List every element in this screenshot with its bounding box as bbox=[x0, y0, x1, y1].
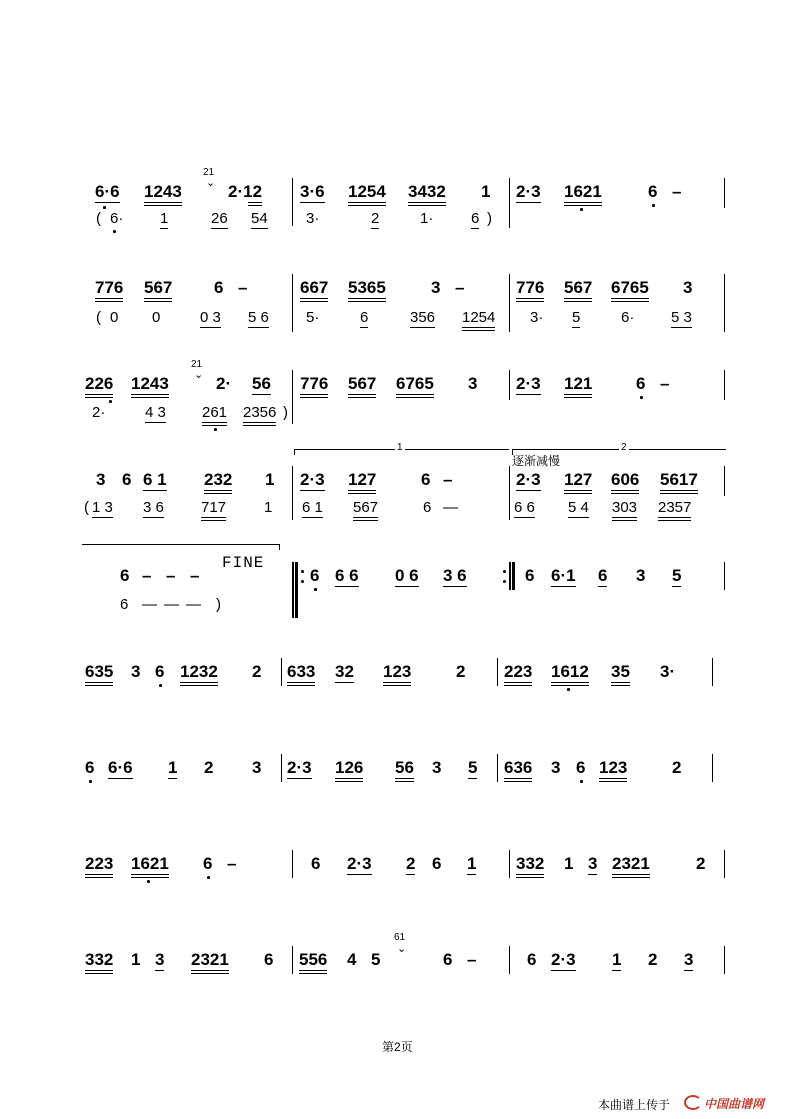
note-group: 1621 bbox=[564, 182, 602, 202]
barline bbox=[509, 946, 510, 974]
dash: – bbox=[166, 566, 176, 585]
note-group: 6765 bbox=[396, 374, 434, 394]
note-group: 3 bbox=[588, 854, 598, 873]
accomp-note: 5 bbox=[572, 309, 581, 326]
note: 3· bbox=[660, 662, 676, 681]
note: 1 bbox=[131, 950, 141, 969]
accomp-note: 261 bbox=[202, 404, 227, 421]
accomp-note: 6 bbox=[423, 499, 432, 516]
barline bbox=[724, 466, 725, 496]
note: 6 bbox=[576, 758, 585, 778]
note-group: 2·3 bbox=[516, 470, 541, 489]
barline bbox=[724, 178, 725, 208]
accomp-note: 1 bbox=[160, 210, 169, 227]
dash: – bbox=[467, 950, 477, 969]
note-group: 123 bbox=[383, 662, 411, 682]
note-group: 6765 bbox=[611, 278, 649, 298]
note-group: 2321 bbox=[612, 854, 650, 874]
barline bbox=[724, 946, 725, 974]
note-group: 6 1 bbox=[143, 470, 167, 489]
dash: – bbox=[455, 278, 465, 297]
note: 6 bbox=[203, 854, 212, 874]
accomp-open-paren: ( bbox=[96, 309, 101, 326]
note-group: 32 bbox=[335, 662, 354, 681]
note: 6 bbox=[636, 374, 645, 394]
note: 2 bbox=[696, 854, 706, 873]
note-group: 2·3 bbox=[300, 470, 325, 489]
note-group: 223 bbox=[504, 662, 532, 682]
note-group: 332 bbox=[85, 950, 113, 970]
note: 2· bbox=[216, 374, 232, 393]
note-group: 121 bbox=[564, 374, 592, 394]
fine-marking: FINE bbox=[222, 554, 265, 572]
note-group: 5 bbox=[468, 758, 478, 777]
dash: – bbox=[672, 182, 682, 201]
note-group: 636 bbox=[504, 758, 532, 778]
barline bbox=[292, 370, 293, 424]
barline bbox=[509, 214, 510, 228]
barline bbox=[497, 754, 498, 782]
accomp-note: 1 bbox=[264, 499, 273, 516]
note: 6 bbox=[311, 854, 321, 873]
accomp-note: 0 bbox=[152, 309, 161, 326]
accomp-note: 6 6 bbox=[514, 499, 535, 516]
note-group: 3·6 bbox=[300, 182, 325, 201]
accomp-note: 3· bbox=[530, 309, 544, 326]
repeat-end-thin-bar bbox=[509, 562, 511, 590]
note-group: 2·3 bbox=[551, 950, 576, 969]
note: 6 bbox=[214, 278, 224, 297]
note-group: 56 bbox=[395, 758, 414, 778]
note: 6 bbox=[122, 470, 132, 489]
barline bbox=[292, 946, 293, 974]
note: 6 bbox=[85, 758, 94, 778]
note-group: 2·3 bbox=[516, 182, 541, 201]
accomp-note: 3 6 bbox=[143, 499, 164, 516]
note-group: 332 bbox=[516, 854, 544, 874]
accomp-open-paren: ( bbox=[84, 499, 89, 516]
accomp-note: 26 bbox=[211, 210, 228, 227]
accomp-note: 567 bbox=[353, 499, 378, 516]
note-group: 2321 bbox=[191, 950, 229, 970]
accomp-note: 54 bbox=[251, 210, 268, 227]
dash: – bbox=[190, 566, 200, 585]
barline bbox=[509, 370, 510, 400]
barline bbox=[292, 274, 293, 332]
accomp-dash: — bbox=[443, 499, 458, 516]
note: 4 bbox=[347, 950, 357, 969]
barline bbox=[724, 850, 725, 878]
note: 3 bbox=[252, 758, 262, 777]
note-group: 6 bbox=[598, 566, 608, 585]
accomp-note: 4 3 bbox=[145, 404, 166, 421]
note: 2 bbox=[252, 662, 262, 681]
accomp-dash: — bbox=[186, 596, 201, 613]
accomp-close-paren: ) bbox=[216, 596, 221, 613]
note-group: 2 bbox=[406, 854, 416, 873]
note-group: 126 bbox=[335, 758, 363, 778]
note-group: 6 6 bbox=[335, 566, 359, 585]
note: 6 bbox=[421, 470, 431, 489]
note: 6 bbox=[432, 854, 442, 873]
barline bbox=[724, 562, 725, 590]
note: 3 bbox=[432, 758, 442, 777]
note-group: 1232 bbox=[180, 662, 218, 682]
grace-tie-icon: ⌄ bbox=[194, 369, 204, 381]
note-group: 776 bbox=[300, 374, 328, 394]
note-group: 556 bbox=[299, 950, 327, 970]
note: 6 bbox=[310, 566, 319, 586]
accomp-dash: — bbox=[142, 596, 157, 613]
accomp-note: 6 1 bbox=[302, 499, 323, 516]
note-group: 0 6 bbox=[395, 566, 419, 585]
note: 1 bbox=[564, 854, 574, 873]
grace-note: 21 bbox=[203, 167, 215, 178]
note-group: 1243 bbox=[144, 182, 182, 202]
note-group: 567 bbox=[348, 374, 376, 394]
note: 1 bbox=[481, 182, 491, 201]
note-group: 127 bbox=[348, 470, 376, 490]
repeat-start-thin-bar bbox=[292, 562, 294, 618]
barline bbox=[497, 658, 498, 686]
note-group: 127 bbox=[564, 470, 592, 490]
accomp-note: 1 3 bbox=[92, 499, 113, 516]
accomp-note: 0 bbox=[110, 309, 119, 326]
page-number: 第2页 bbox=[382, 1040, 413, 1054]
note-group: 3 6 bbox=[443, 566, 467, 585]
accomp-dash: — bbox=[164, 596, 179, 613]
note-group: 1243 bbox=[131, 374, 169, 394]
note: 5 bbox=[371, 950, 381, 969]
note: 3 bbox=[683, 278, 693, 297]
barline bbox=[509, 274, 510, 332]
grace-note: 61 bbox=[394, 932, 406, 943]
accomp-note: 6· bbox=[621, 309, 635, 326]
accomp-close-paren: ) bbox=[487, 210, 492, 227]
barline bbox=[292, 850, 293, 878]
note: 6 bbox=[443, 950, 453, 969]
note-group: 635 bbox=[85, 662, 113, 682]
repeat-end-thick-bar bbox=[512, 562, 515, 590]
note-group: 633 bbox=[287, 662, 315, 682]
accomp-note: 1254 bbox=[462, 309, 495, 326]
note-group: 5 bbox=[672, 566, 682, 585]
note-group: 1254 bbox=[348, 182, 386, 202]
accomp-open-paren: ( bbox=[96, 210, 101, 227]
dash: – bbox=[238, 278, 248, 297]
note-group: 3 bbox=[684, 950, 694, 969]
repeat-start-thick-bar bbox=[295, 562, 298, 618]
logo-icon bbox=[684, 1095, 702, 1110]
note-group: 567 bbox=[144, 278, 172, 298]
site-name: 中国曲谱网 bbox=[704, 1097, 765, 1111]
grace-tie-icon: ⌄ bbox=[397, 943, 407, 955]
accomp-note: 356 bbox=[410, 309, 436, 326]
barline bbox=[292, 178, 293, 226]
note-group: 226 bbox=[85, 374, 113, 394]
accomp-note: 6 bbox=[120, 596, 129, 613]
note-group: 2·3 bbox=[516, 374, 541, 393]
accomp-note: 2356 bbox=[243, 404, 276, 421]
accomp-close-paren: ) bbox=[283, 404, 288, 421]
accomp-note: 0 3 bbox=[200, 309, 221, 326]
barline bbox=[509, 850, 510, 878]
ending-bracket-continued bbox=[82, 544, 280, 545]
note: 2 bbox=[456, 662, 466, 681]
barline bbox=[292, 466, 293, 520]
note-group: 606 bbox=[611, 470, 639, 490]
barline bbox=[509, 466, 510, 520]
dash: – bbox=[142, 566, 152, 585]
note: 6 bbox=[155, 662, 164, 682]
accomp-note: 1· bbox=[420, 210, 434, 227]
accomp-note: 5 3 bbox=[671, 309, 692, 326]
barline bbox=[712, 658, 713, 686]
note-group: 1 bbox=[168, 758, 178, 777]
note-group: 5365 bbox=[348, 278, 386, 298]
ending-number-2: 2 bbox=[621, 442, 627, 453]
note: 3 bbox=[468, 374, 478, 393]
tempo-marking: 逐渐减慢 bbox=[512, 454, 561, 468]
note: 3 bbox=[636, 566, 646, 585]
note-group: 776 bbox=[516, 278, 544, 298]
note: 6 bbox=[525, 566, 535, 585]
ending-number-1: 1 bbox=[397, 442, 403, 453]
note-group: 1 bbox=[467, 854, 477, 873]
barline bbox=[724, 274, 725, 332]
accomp-note: 6· bbox=[110, 210, 123, 227]
accomp-note: 5 6 bbox=[248, 309, 269, 326]
note-group: 3432 bbox=[408, 182, 446, 202]
note: 3 bbox=[431, 278, 441, 297]
note-group: 232 bbox=[204, 470, 232, 490]
note-group: 2·3 bbox=[347, 854, 372, 873]
accomp-note: 2 bbox=[371, 210, 380, 227]
accomp-note: 6 bbox=[360, 309, 369, 326]
note: 2 bbox=[204, 758, 214, 777]
note-group: 6·1 bbox=[551, 566, 576, 585]
note-group: 567 bbox=[564, 278, 592, 298]
note: 1 bbox=[265, 470, 275, 489]
note: 3 bbox=[551, 758, 561, 777]
barline bbox=[712, 754, 713, 782]
note-group: 223 bbox=[85, 854, 113, 874]
note-group: 1621 bbox=[131, 854, 169, 874]
note-group: 1 bbox=[612, 950, 622, 969]
note-group: 56 bbox=[252, 374, 271, 393]
note-group: 123 bbox=[599, 758, 627, 778]
note-group: 2·3 bbox=[287, 758, 312, 777]
site-logo[interactable] bbox=[684, 1095, 764, 1112]
dash: – bbox=[660, 374, 670, 393]
dash: – bbox=[443, 470, 453, 489]
note: 6 bbox=[648, 182, 657, 202]
accomp-note: 2357 bbox=[658, 499, 691, 516]
note-group: 6·6 bbox=[108, 758, 133, 777]
dash: – bbox=[227, 854, 237, 873]
upload-note: 本曲谱上传于 bbox=[598, 1098, 671, 1112]
barline bbox=[724, 370, 725, 400]
note: 3 bbox=[96, 470, 106, 489]
note: 2 bbox=[672, 758, 682, 777]
barline bbox=[281, 754, 282, 782]
note-group: 667 bbox=[300, 278, 328, 298]
note-group: 2·12 bbox=[228, 182, 262, 202]
note-group: 1612 bbox=[551, 662, 589, 682]
grace-note: 21 bbox=[191, 359, 203, 370]
note: 6 bbox=[264, 950, 274, 969]
note-group: 6·6 bbox=[95, 182, 120, 202]
note-group: 35 bbox=[611, 662, 630, 682]
note-group: 5617 bbox=[660, 470, 698, 490]
accomp-note: 5 4 bbox=[568, 499, 589, 516]
note: 6 bbox=[120, 566, 130, 585]
note: 2 bbox=[648, 950, 658, 969]
accomp-note: 5· bbox=[306, 309, 320, 326]
note-group: 3 bbox=[155, 950, 165, 969]
barline bbox=[281, 658, 282, 686]
accomp-note: 3· bbox=[306, 210, 320, 227]
accomp-note: 2· bbox=[92, 404, 106, 421]
accomp-note: 717 bbox=[201, 499, 226, 516]
grace-tie-icon: ⌄ bbox=[206, 177, 216, 189]
accomp-note: 303 bbox=[612, 499, 637, 516]
note-group: 776 bbox=[95, 278, 123, 298]
note: 6 bbox=[527, 950, 537, 969]
note: 3 bbox=[131, 662, 141, 681]
accomp-note: 6 bbox=[471, 210, 480, 227]
